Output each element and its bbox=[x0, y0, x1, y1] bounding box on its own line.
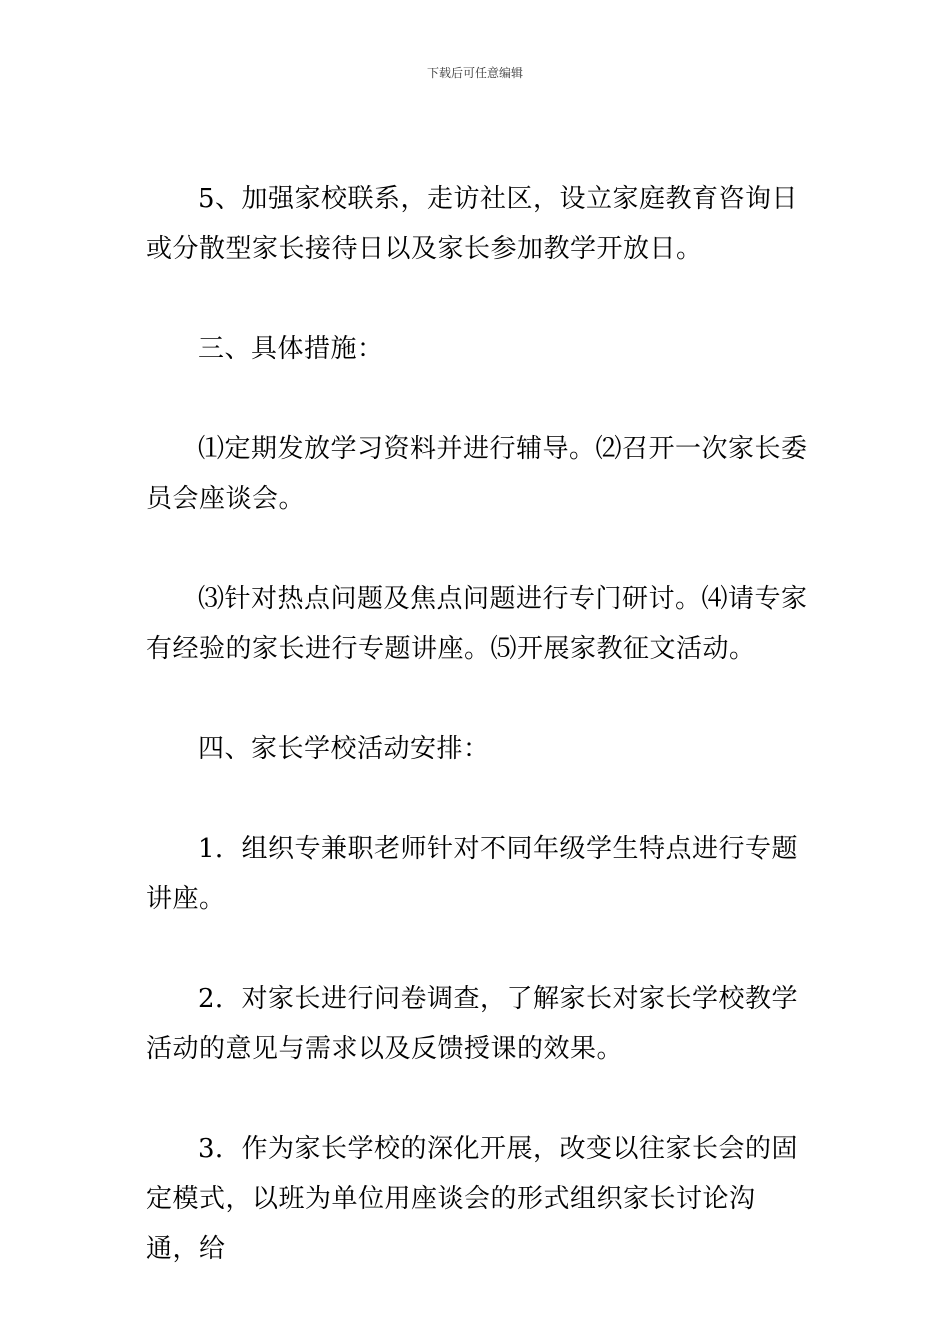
paragraph-measures-2: ⑶针对热点问题及焦点问题进行专门研讨。⑷请专家有经验的家长进行专题讲座。⑸开展家教征文活动。 bbox=[146, 584, 808, 664]
paragraph-activity-3: 3．作为家长学校的深化开展，改变以往家长会的固定模式，以班为单位用座谈会的形式组织家长讨论沟通，给 bbox=[146, 1134, 799, 1264]
section-heading-measures: 三、具体措施： bbox=[198, 334, 384, 364]
page-header: 下载后可任意编辑 bbox=[426, 66, 523, 80]
paragraph-activity-2: 2．对家长进行问卷调查，了解家长对家长学校教学活动的意见与需求以及反馈授课的效果。 bbox=[146, 984, 799, 1064]
paragraph-activity-1: 1．组织专兼职老师针对不同年级学生特点进行专题讲座。 bbox=[146, 834, 799, 914]
section-heading-activities: 四、家长学校活动安排： bbox=[198, 734, 490, 764]
paragraph-item-5: 5、加强家校联系，走访社区，设立家庭教育咨询日或分散型家长接待日以及家长参加教学开放日。 bbox=[146, 184, 799, 264]
paragraph-measures-1: ⑴定期发放学习资料并进行辅导。⑵召开一次家长委员会座谈会。 bbox=[146, 434, 808, 514]
